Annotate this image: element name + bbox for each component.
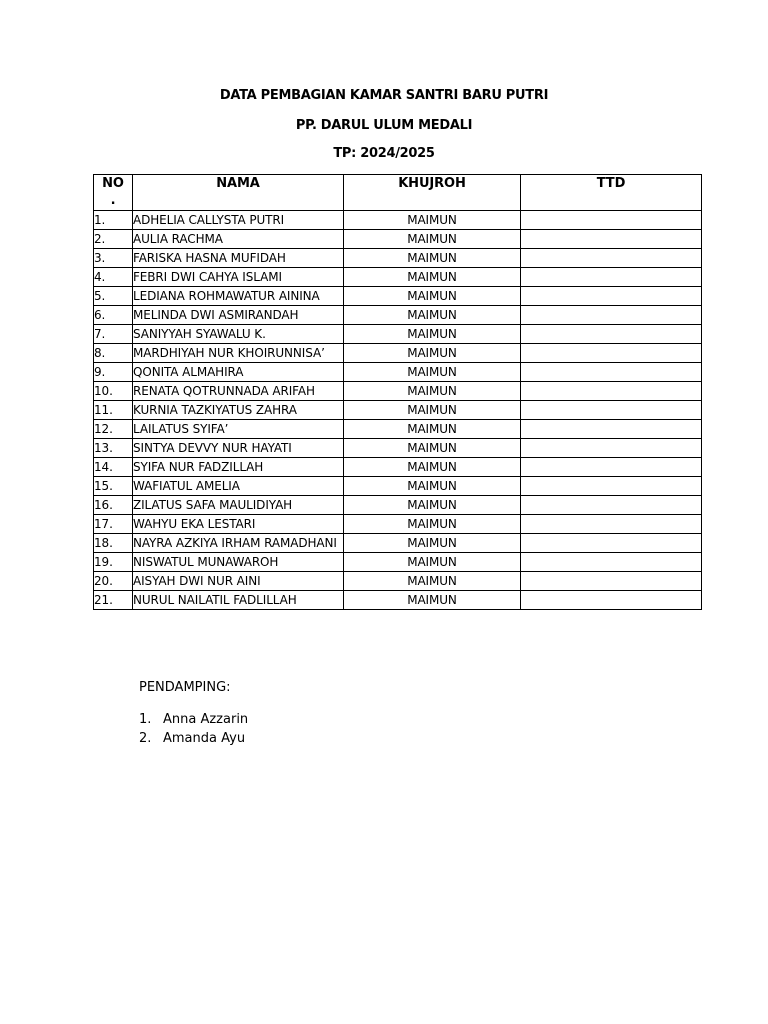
row-number: 4. — [94, 268, 133, 287]
student-name: ZILATUS SAFA MAULIDIYAH — [133, 496, 344, 515]
signature-cell — [521, 572, 702, 591]
room-name: MAIMUN — [344, 458, 521, 477]
row-number: 17. — [94, 515, 133, 534]
pendamping-name: Anna Azzarin — [163, 712, 249, 727]
row-number: 6. — [94, 306, 133, 325]
pendamping-list — [139, 710, 248, 748]
signature-cell — [521, 382, 702, 401]
pendamping-label: PENDAMPING: — [139, 680, 231, 695]
student-name: SYIFA NUR FADZILLAH — [133, 458, 344, 477]
table-row — [94, 401, 702, 420]
pendamping-name: Amanda Ayu — [163, 731, 246, 746]
signature-cell — [521, 458, 702, 477]
student-name: ADHELIA CALLYSTA PUTRI — [133, 211, 344, 230]
table-row — [94, 306, 702, 325]
header-nama: NAMA — [133, 175, 344, 211]
table-row — [94, 572, 702, 591]
header-no — [94, 175, 133, 211]
header-no-label: NO . — [102, 176, 124, 208]
student-name: KURNIA TAZKIYATUS ZAHRA — [133, 401, 344, 420]
table-row — [94, 287, 702, 306]
room-name: MAIMUN — [344, 401, 521, 420]
signature-cell — [521, 287, 702, 306]
signature-cell — [521, 306, 702, 325]
student-name: AISYAH DWI NUR AINI — [133, 572, 344, 591]
room-assignment-table — [93, 174, 702, 610]
student-name: NAYRA AZKIYA IRHAM RAMADHANI — [133, 534, 344, 553]
table-body — [94, 211, 702, 610]
signature-cell — [521, 439, 702, 458]
table-row — [94, 249, 702, 268]
room-name: MAIMUN — [344, 496, 521, 515]
signature-cell — [521, 363, 702, 382]
student-name: AULIA RACHMA — [133, 230, 344, 249]
signature-cell — [521, 591, 702, 610]
row-number: 15. — [94, 477, 133, 496]
row-number: 7. — [94, 325, 133, 344]
row-number: 2. — [94, 230, 133, 249]
room-name: MAIMUN — [344, 268, 521, 287]
table-row — [94, 553, 702, 572]
document-title: DATA PEMBAGIAN KAMAR SANTRI BARU PUTRI — [219, 88, 549, 103]
table-row — [94, 439, 702, 458]
signature-cell — [521, 211, 702, 230]
row-number: 21. — [94, 591, 133, 610]
room-name: MAIMUN — [344, 534, 521, 553]
room-name: MAIMUN — [344, 477, 521, 496]
table-row — [94, 496, 702, 515]
room-name: MAIMUN — [344, 439, 521, 458]
student-name: QONITA ALMAHIRA — [133, 363, 344, 382]
student-name: SANIYYAH SYAWALU K. — [133, 325, 344, 344]
row-number: 13. — [94, 439, 133, 458]
room-name: MAIMUN — [344, 515, 521, 534]
student-name: RENATA QOTRUNNADA ARIFAH — [133, 382, 344, 401]
room-name: MAIMUN — [344, 211, 521, 230]
table-row — [94, 344, 702, 363]
signature-cell — [521, 515, 702, 534]
signature-cell — [521, 420, 702, 439]
table-row — [94, 363, 702, 382]
row-number: 19. — [94, 553, 133, 572]
room-name: MAIMUN — [344, 306, 521, 325]
row-number: 1. — [94, 211, 133, 230]
header-khujroh: KHUJROH — [344, 175, 521, 211]
table-row — [94, 591, 702, 610]
academic-year: TP: 2024/2025 — [333, 146, 435, 161]
signature-cell — [521, 249, 702, 268]
student-name: FEBRI DWI CAHYA ISLAMI — [133, 268, 344, 287]
student-name: LEDIANA ROHMAWATUR AININA — [133, 287, 344, 306]
header-ttd: TTD — [521, 175, 702, 211]
signature-cell — [521, 553, 702, 572]
student-name: WAHYU EKA LESTARI — [133, 515, 344, 534]
room-name: MAIMUN — [344, 230, 521, 249]
student-name: WAFIATUL AMELIA — [133, 477, 344, 496]
table-row — [94, 211, 702, 230]
student-name: MARDHIYAH NUR KHOIRUNNISA’ — [133, 344, 344, 363]
row-number: 5. — [94, 287, 133, 306]
table-row — [94, 420, 702, 439]
pendamping-item — [139, 710, 248, 729]
table-row — [94, 515, 702, 534]
row-number: 12. — [94, 420, 133, 439]
room-name: MAIMUN — [344, 287, 521, 306]
table-row — [94, 268, 702, 287]
table-row — [94, 534, 702, 553]
row-number: 16. — [94, 496, 133, 515]
signature-cell — [521, 268, 702, 287]
row-number: 9. — [94, 363, 133, 382]
table-row — [94, 325, 702, 344]
student-name: LAILATUS SYIFA’ — [133, 420, 344, 439]
row-number: 20. — [94, 572, 133, 591]
row-number: 3. — [94, 249, 133, 268]
student-name: MELINDA DWI ASMIRANDAH — [133, 306, 344, 325]
signature-cell — [521, 325, 702, 344]
signature-cell — [521, 344, 702, 363]
row-number: 18. — [94, 534, 133, 553]
row-number: 11. — [94, 401, 133, 420]
room-name: MAIMUN — [344, 572, 521, 591]
signature-cell — [521, 477, 702, 496]
room-name: MAIMUN — [344, 325, 521, 344]
table-row — [94, 458, 702, 477]
row-number: 14. — [94, 458, 133, 477]
table-row — [94, 477, 702, 496]
room-name: MAIMUN — [344, 420, 521, 439]
pendamping-number: 1. — [139, 712, 152, 727]
student-name: NURUL NAILATIL FADLILLAH — [133, 591, 344, 610]
signature-cell — [521, 534, 702, 553]
room-name: MAIMUN — [344, 249, 521, 268]
room-name: MAIMUN — [344, 363, 521, 382]
signature-cell — [521, 496, 702, 515]
institution-name: PP. DARUL ULUM MEDALI — [295, 118, 473, 133]
room-name: MAIMUN — [344, 382, 521, 401]
signature-cell — [521, 230, 702, 249]
table-row — [94, 382, 702, 401]
student-name: FARISKA HASNA MUFIDAH — [133, 249, 344, 268]
room-name: MAIMUN — [344, 591, 521, 610]
row-number: 10. — [94, 382, 133, 401]
pendamping-item — [139, 729, 248, 748]
table-header-row — [94, 175, 702, 211]
room-name: MAIMUN — [344, 553, 521, 572]
table-row — [94, 230, 702, 249]
pendamping-number: 2. — [139, 731, 152, 746]
student-name: SINTYA DEVVY NUR HAYATI — [133, 439, 344, 458]
room-name: MAIMUN — [344, 344, 521, 363]
signature-cell — [521, 401, 702, 420]
student-name: NISWATUL MUNAWAROH — [133, 553, 344, 572]
row-number: 8. — [94, 344, 133, 363]
